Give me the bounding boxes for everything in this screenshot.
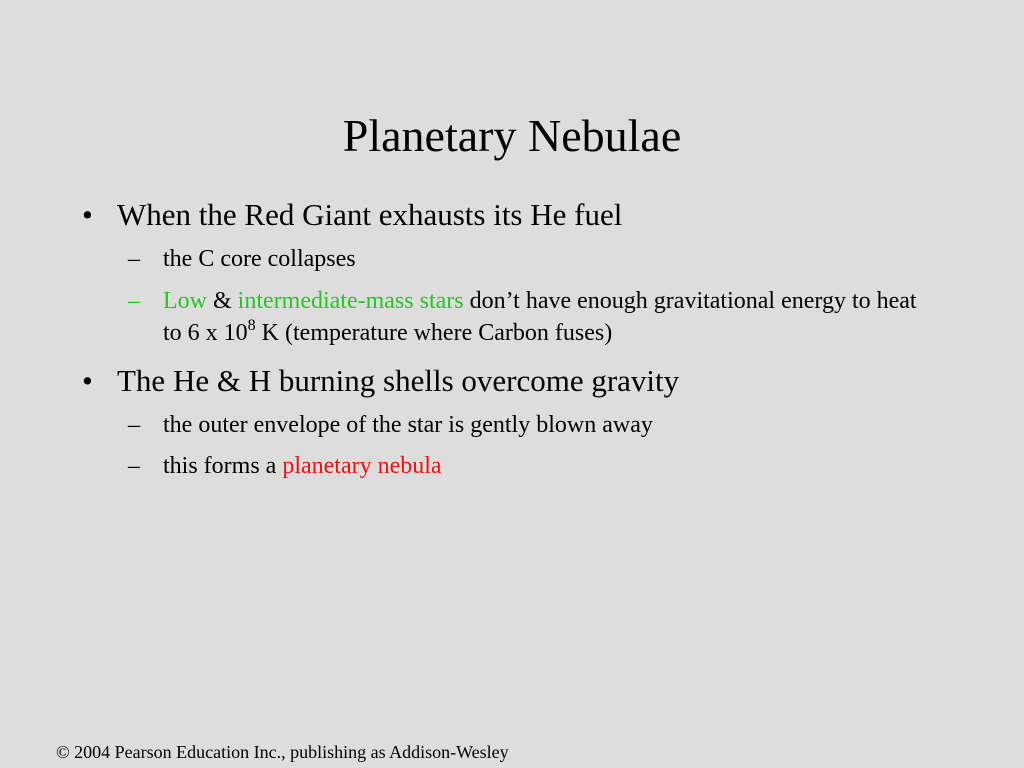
ampersand: &: [207, 288, 238, 314]
intermediate-mass-term: intermediate-mass stars: [237, 288, 464, 314]
sub-bullet-text-part: don’t have enough gravitational energy to heat to 6 x 10: [163, 288, 917, 346]
sub-bullet-text: the outer envelope of the star is gently blown away: [163, 412, 653, 438]
sub-bullet-text: the C core collapses: [163, 246, 356, 272]
bullet-text: The He & H burning shells overcome gravity: [117, 363, 680, 398]
sub-bullet-marker: –: [128, 453, 140, 479]
sub-bullet-marker: –: [128, 412, 140, 438]
bullet-text: When the Red Giant exhausts its He fuel: [117, 197, 623, 232]
sub-bullet-text: [163, 285, 923, 349]
planetary-nebula-term: planetary nebula: [282, 453, 442, 479]
bullet-marker: •: [82, 197, 93, 232]
sub-bullet-marker: –: [128, 288, 140, 314]
sub-bullet-text-part: K (temperature where Carbon fuses): [255, 320, 613, 346]
exponent: 8: [247, 317, 256, 334]
low-mass-term: Low: [163, 288, 207, 314]
sub-bullet-text: [163, 450, 923, 482]
slide-title: Planetary Nebulae: [342, 110, 682, 161]
copyright-footer: © 2004 Pearson Education Inc., publishing as Addison-Wesley: [56, 742, 509, 762]
sub-bullet-marker: –: [128, 246, 140, 272]
bullet-marker: •: [82, 363, 93, 398]
sub-bullet-text-part: this forms a: [163, 453, 283, 479]
